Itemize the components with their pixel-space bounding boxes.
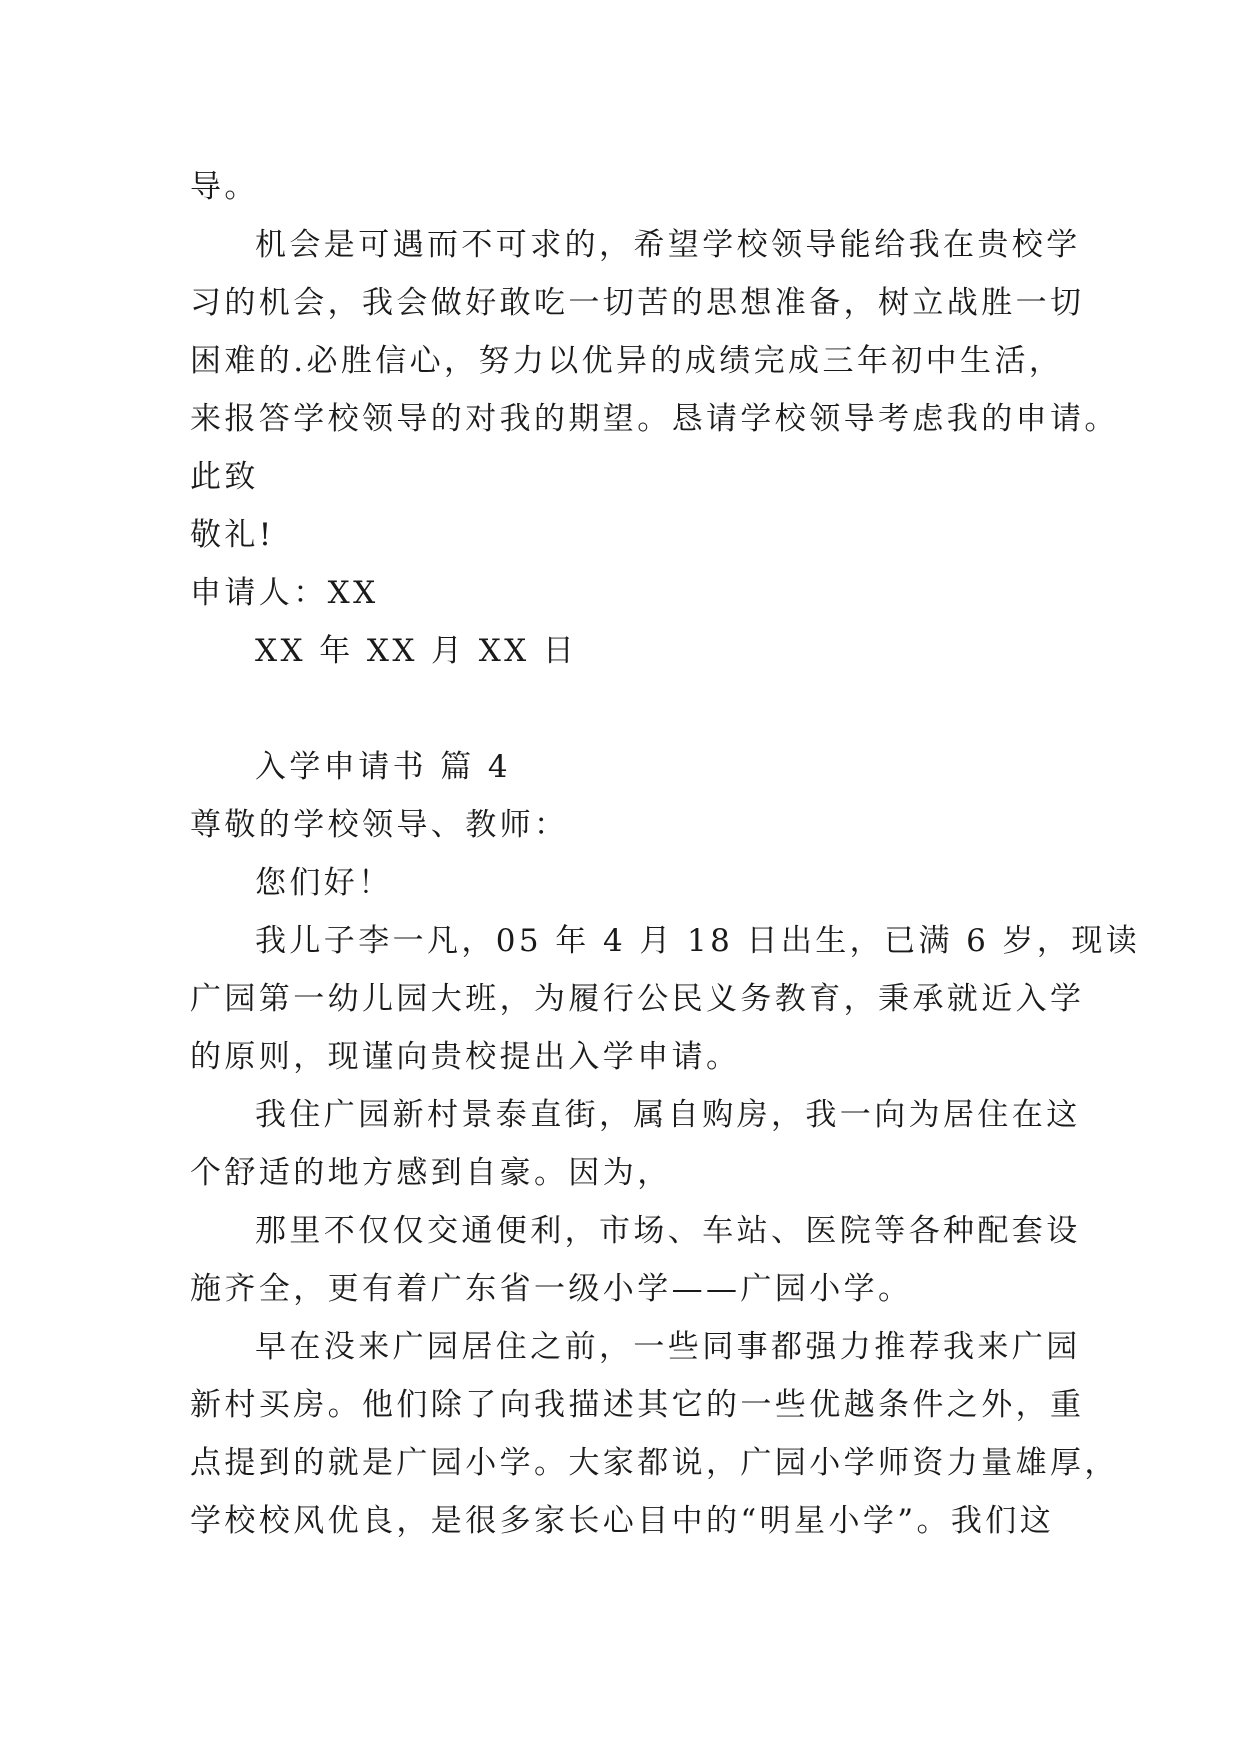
text-line: 来报答学校领导的对我的期望。恳请学校领导考虑我的申请。 bbox=[190, 401, 1119, 437]
text-line: 导。 bbox=[190, 169, 259, 205]
text-line: 我住广园新村景泰直街，属自购房，我一向为居住在这 bbox=[255, 1097, 1081, 1133]
closing-salutation: 此致 bbox=[190, 459, 259, 495]
text-line: 我儿子李一凡，05 年 4 月 18 日出生，已满 6 岁，现读 bbox=[255, 923, 1141, 959]
text-line: 早在没来广园居住之前，一些同事都强力推荐我来广园 bbox=[255, 1329, 1081, 1365]
text-line: 新村买房。他们除了向我描述其它的一些优越条件之外，重 bbox=[190, 1387, 1085, 1423]
text-line: 那里不仅仅交通便利，市场、车站、医院等各种配套设 bbox=[255, 1213, 1081, 1249]
text-line: 习的机会，我会做好敢吃一切苦的思想准备，树立战胜一切 bbox=[190, 285, 1085, 321]
text-line: 的原则，现谨向贵校提出入学申请。 bbox=[190, 1039, 741, 1075]
section-heading: 入学申请书 篇 4 bbox=[255, 749, 512, 785]
date-line: XX 年 XX 月 XX 日 bbox=[255, 633, 578, 669]
text-line: 点提到的就是广园小学。大家都说，广园小学师资力量雄厚， bbox=[190, 1445, 1119, 1481]
text-line: 困难的.必胜信心，努力以优异的成绩完成三年初中生活， bbox=[190, 343, 1064, 379]
closing-regards: 敬礼! bbox=[190, 517, 275, 553]
salutation: 尊敬的学校领导、教师： bbox=[190, 807, 569, 843]
text-line: 施齐全，更有着广东省一级小学——广园小学。 bbox=[190, 1271, 913, 1307]
greeting: 您们好！ bbox=[255, 865, 393, 901]
text-line: 机会是可遇而不可求的，希望学校领导能给我在贵校学 bbox=[255, 227, 1081, 263]
text-line: 广园第一幼儿园大班，为履行公民义务教育，秉承就近入学 bbox=[190, 981, 1085, 1017]
text-line: 学校校风优良，是很多家长心目中的“明星小学”。我们这 bbox=[190, 1503, 1055, 1539]
applicant-signature: 申请人：XX bbox=[190, 575, 379, 611]
text-line: 个舒适的地方感到自豪。因为， bbox=[190, 1155, 672, 1191]
